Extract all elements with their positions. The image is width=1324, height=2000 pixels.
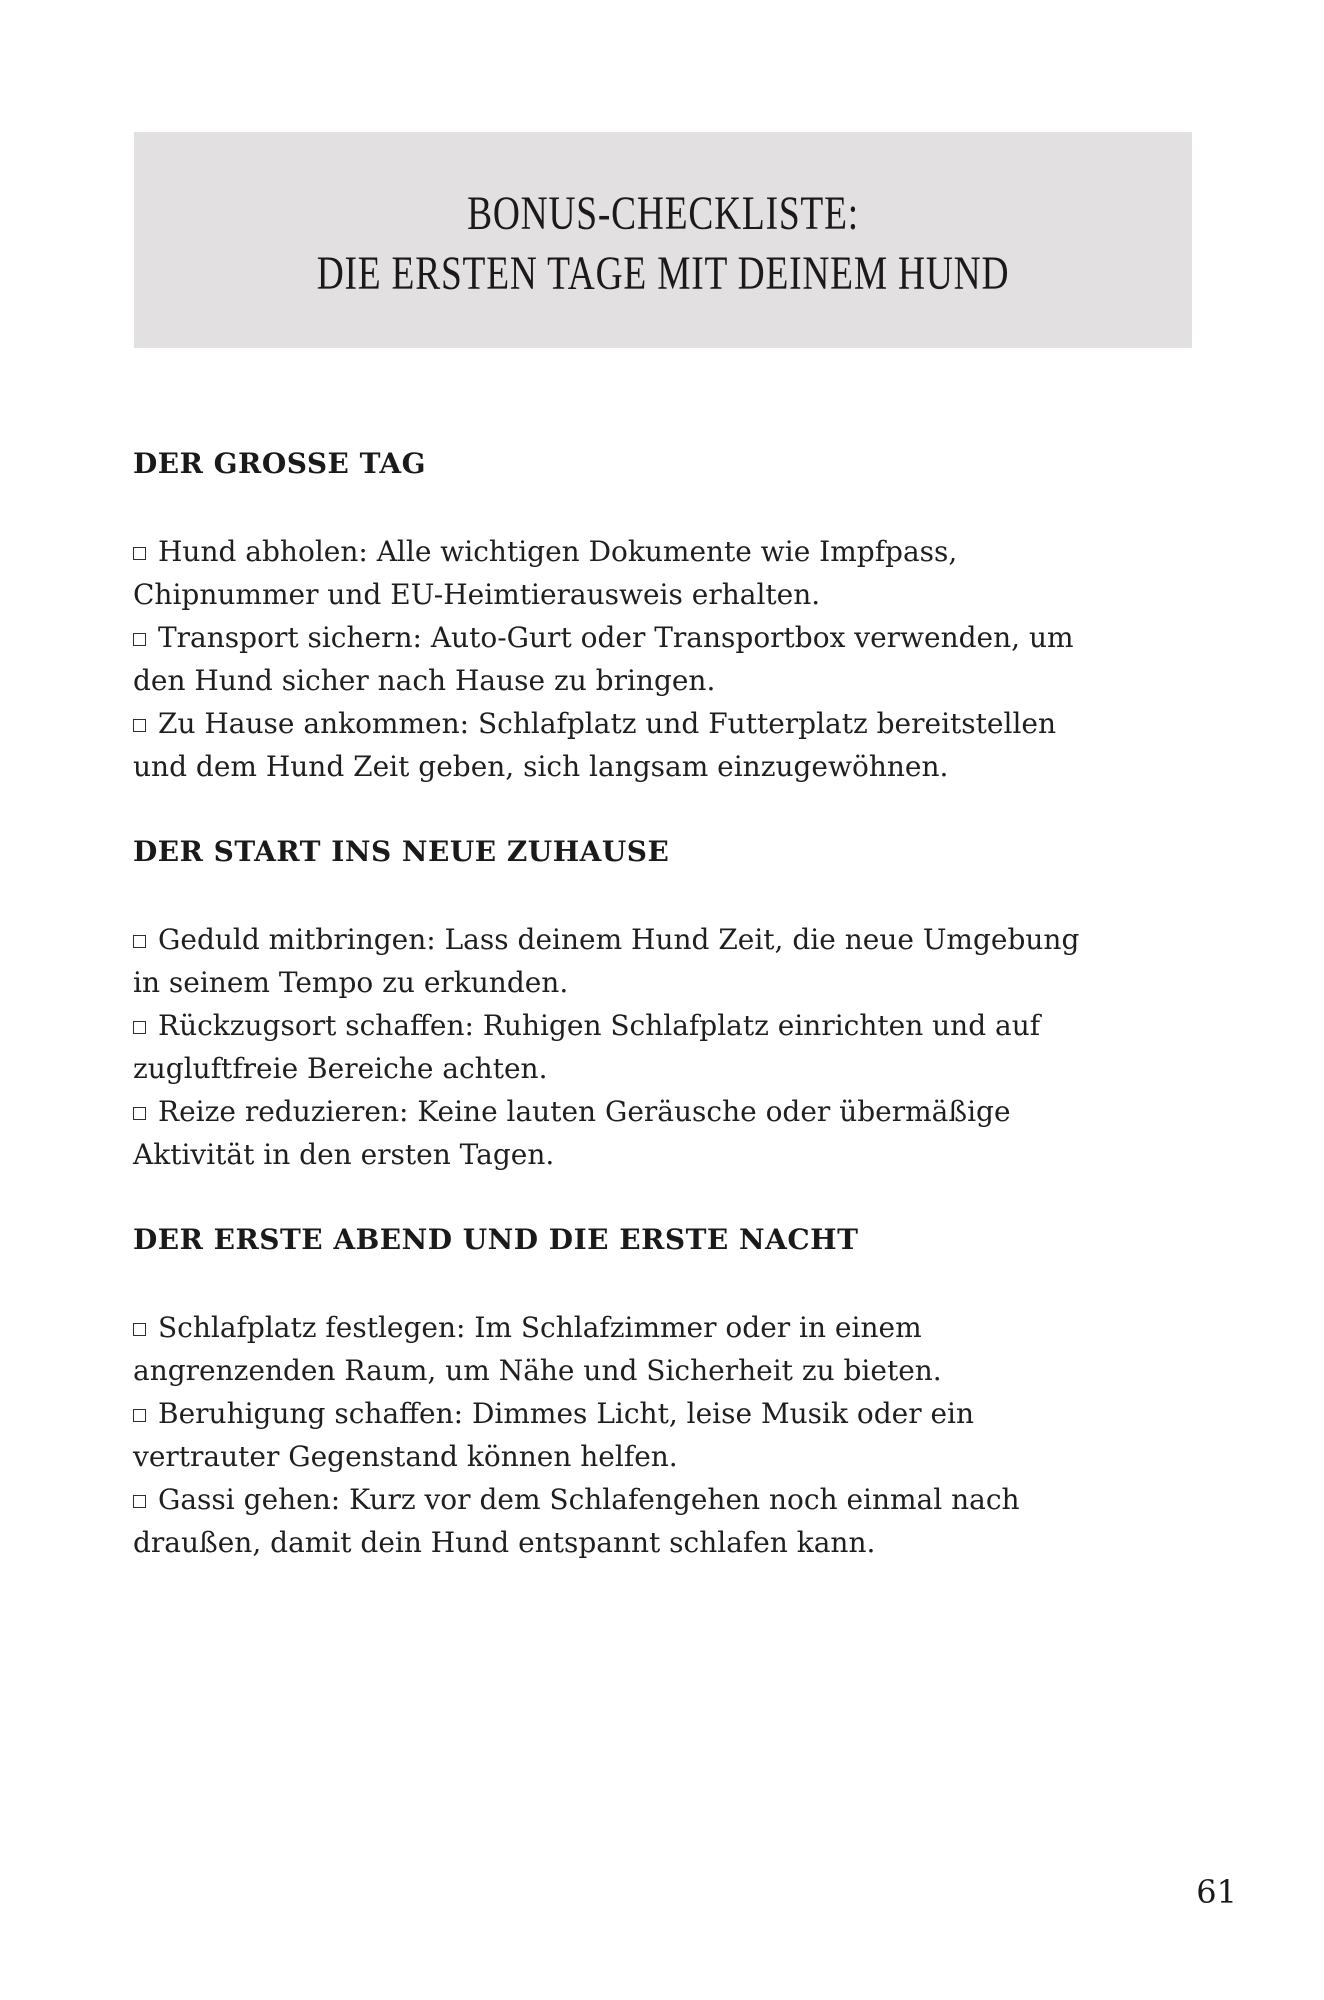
item-line bbox=[133, 1478, 1253, 1521]
checklist-item bbox=[133, 1004, 1253, 1090]
checkbox-icon bbox=[133, 1323, 146, 1336]
item-line bbox=[133, 1090, 1253, 1133]
item-line bbox=[133, 1047, 1253, 1090]
checkbox-icon bbox=[133, 1409, 146, 1422]
item-text: zugluftfreie Bereiche achten. bbox=[133, 1052, 548, 1085]
checklist-group bbox=[133, 1306, 1253, 1564]
item-line bbox=[133, 702, 1253, 745]
item-line bbox=[133, 1521, 1253, 1564]
checklist-item bbox=[133, 530, 1253, 616]
checklist-item bbox=[133, 1392, 1253, 1478]
item-text: Schlafplatz festlegen: Im Schlafzimmer oder in einem bbox=[158, 1311, 922, 1344]
item-line bbox=[133, 1435, 1253, 1478]
checkbox-icon bbox=[133, 547, 146, 560]
item-text: Rückzugsort schaffen: Ruhigen Schlafplatz einrichten und auf bbox=[158, 1009, 1041, 1042]
item-line bbox=[133, 918, 1253, 961]
item-line bbox=[133, 961, 1253, 1004]
item-line bbox=[133, 1306, 1253, 1349]
checklist-item bbox=[133, 1306, 1253, 1392]
checklist-item bbox=[133, 918, 1253, 1004]
item-text: Beruhigung schaffen: Dimmes Licht, leise Musik oder ein bbox=[158, 1397, 975, 1430]
section-heading-der-erste-abend-und-die-erste-nacht: DER ERSTE ABEND UND DIE ERSTE NACHT bbox=[133, 1223, 859, 1256]
item-text: Hund abholen: Alle wichtigen Dokumente wie Impfpass, bbox=[158, 535, 958, 568]
title-banner bbox=[134, 132, 1192, 348]
item-line bbox=[133, 745, 1253, 788]
item-text: Reize reduzieren: Keine lauten Geräusche oder übermäßige bbox=[158, 1095, 1011, 1128]
section-heading-der-grosse-tag: DER GROSSE TAG bbox=[133, 447, 427, 480]
item-line bbox=[133, 616, 1253, 659]
item-line bbox=[133, 659, 1253, 702]
checkbox-icon bbox=[133, 633, 146, 646]
item-line bbox=[133, 573, 1253, 616]
item-line bbox=[133, 1004, 1253, 1047]
checkbox-icon bbox=[133, 1021, 146, 1034]
item-text: und dem Hund Zeit geben, sich langsam einzugewöhnen. bbox=[133, 750, 949, 783]
page-title-line1: BONUS-CHECKLISTE: bbox=[467, 187, 859, 240]
item-text: draußen, damit dein Hund entspannt schlafen kann. bbox=[133, 1526, 876, 1559]
item-text: Geduld mitbringen: Lass deinem Hund Zeit, die neue Umgebung bbox=[158, 923, 1080, 956]
section-heading-der-start-ins-neue-zuhause: DER START INS NEUE ZUHAUSE bbox=[133, 835, 670, 868]
checklist-item bbox=[133, 702, 1253, 788]
item-text: Aktivität in den ersten Tagen. bbox=[133, 1138, 555, 1171]
checkbox-icon bbox=[133, 935, 146, 948]
page-number: 61 bbox=[1196, 1873, 1237, 1911]
item-line bbox=[133, 1133, 1253, 1176]
item-line bbox=[133, 530, 1253, 573]
checklist-group bbox=[133, 918, 1253, 1176]
item-line bbox=[133, 1349, 1253, 1392]
item-text: angrenzenden Raum, um Nähe und Sicherheit zu bieten. bbox=[133, 1354, 942, 1387]
item-line bbox=[133, 1392, 1253, 1435]
item-text: vertrauter Gegenstand können helfen. bbox=[133, 1440, 678, 1473]
item-text: in seinem Tempo zu erkunden. bbox=[133, 966, 569, 999]
item-text: Chipnummer und EU-Heimtierausweis erhalten. bbox=[133, 578, 821, 611]
checkbox-icon bbox=[133, 719, 146, 732]
checklist-item bbox=[133, 616, 1253, 702]
checkbox-icon bbox=[133, 1495, 146, 1508]
checkbox-icon bbox=[133, 1107, 146, 1120]
checklist-item bbox=[133, 1090, 1253, 1176]
page-title-line2: DIE ERSTEN TAGE MIT DEINEM HUND bbox=[316, 247, 1010, 300]
item-text: Zu Hause ankommen: Schlafplatz und Futterplatz bereitstellen bbox=[158, 707, 1056, 740]
checklist-group bbox=[133, 530, 1253, 788]
checklist-content bbox=[133, 446, 1253, 1610]
checklist-item bbox=[133, 1478, 1253, 1564]
item-text: den Hund sicher nach Hause zu bringen. bbox=[133, 664, 716, 697]
item-text: Transport sichern: Auto-Gurt oder Transportbox verwenden, um bbox=[158, 621, 1074, 654]
item-text: Gassi gehen: Kurz vor dem Schlafengehen noch einmal nach bbox=[158, 1483, 1020, 1516]
